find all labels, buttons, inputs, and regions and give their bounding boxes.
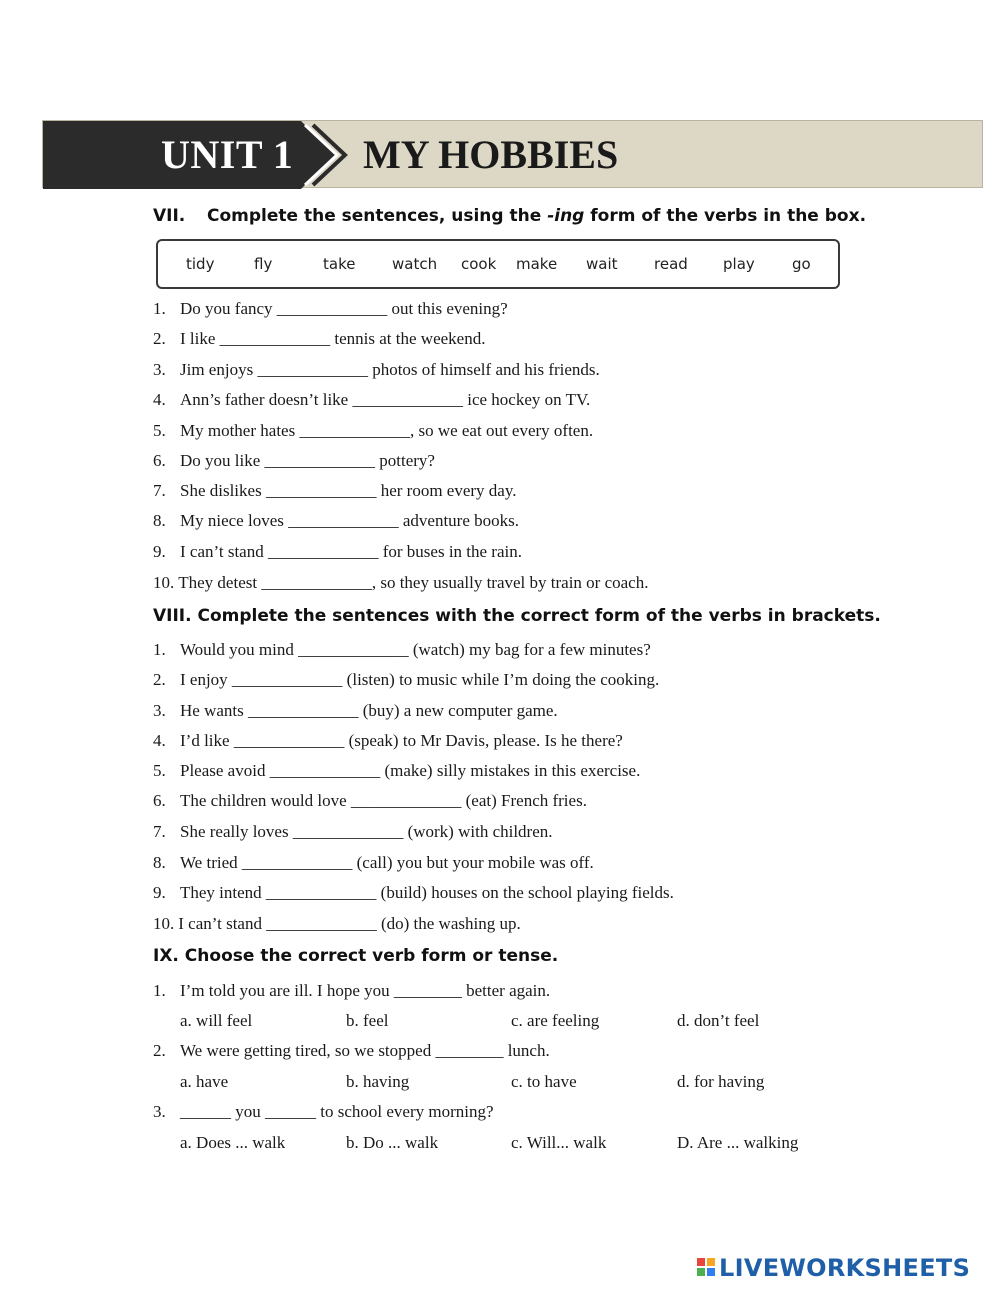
word-box-item: make — [516, 255, 558, 273]
item-text: Jim enjoys _____________ photos of himself and his friends. — [180, 360, 600, 379]
exercise-7-item — [153, 511, 519, 531]
word-box — [156, 239, 840, 289]
item-number: 10. — [153, 573, 175, 592]
item-text: She dislikes _____________ her room every day. — [180, 481, 517, 500]
item-text: The children would love _____________ (eat) French fries. — [180, 791, 587, 810]
item-text: Would you mind _____________ (watch) my bag for a few minutes? — [180, 640, 651, 659]
answer-option: b. Do ... walk — [346, 1133, 439, 1152]
item-text: I’d like _____________ (speak) to Mr Davis, please. Is he there? — [180, 731, 623, 750]
exercise-7-item — [153, 481, 516, 501]
item-text: ______ you ______ to school every morning? — [180, 1102, 494, 1121]
unit-title: MY HOBBIES — [363, 132, 619, 177]
item-text: They detest _____________, so they usually travel by train or coach. — [178, 573, 649, 592]
exercise-7-item — [153, 542, 522, 562]
section-7-number: VII. — [153, 206, 186, 226]
answer-option: b. feel — [346, 1011, 389, 1030]
item-number: 1. — [153, 640, 166, 659]
item-number: 7. — [153, 822, 166, 841]
word-box-item: play — [723, 255, 755, 273]
word-box-item: watch — [392, 255, 438, 273]
item-text: We were getting tired, so we stopped ________ lunch. — [180, 1041, 550, 1060]
item-text: My niece loves _____________ adventure books. — [180, 511, 519, 530]
item-number: 2. — [153, 670, 166, 689]
answer-option: a. have — [180, 1072, 229, 1091]
unit-label: UNIT 1 — [161, 132, 294, 177]
item-text: I can’t stand _____________ for buses in the rain. — [180, 542, 522, 561]
item-number: 8. — [153, 853, 166, 872]
item-text: She really loves _____________ (work) with children. — [180, 822, 553, 841]
section-8-heading: VIII. Complete the sentences with the correct form of the verbs in brackets. — [153, 606, 881, 626]
exercise-8-item — [153, 822, 553, 842]
item-number: 4. — [153, 390, 166, 409]
item-number: 6. — [153, 451, 166, 470]
item-text: I enjoy _____________ (listen) to music while I’m doing the cooking. — [180, 670, 660, 689]
word-box-item: read — [654, 255, 688, 273]
exercise-8-item — [153, 791, 587, 811]
exercise-7-item — [153, 451, 435, 471]
item-text: Do you like _____________ pottery? — [180, 451, 435, 470]
item-number: 3. — [153, 701, 166, 720]
item-text: Ann’s father doesn’t like _____________ ice hockey on TV. — [180, 390, 591, 409]
exercise-7-item — [153, 390, 590, 410]
item-number: 10. — [153, 914, 175, 933]
exercise-8-item — [153, 761, 640, 781]
exercise-8-item — [153, 731, 623, 751]
item-number: 3. — [153, 360, 166, 379]
item-number: 4. — [153, 731, 166, 750]
exercise-8-item — [153, 701, 558, 721]
word-box-item: cook — [461, 255, 497, 273]
item-text: Do you fancy _____________ out this evening? — [180, 299, 508, 318]
word-box-item: take — [323, 255, 356, 273]
exercise-8-item — [153, 853, 594, 873]
item-number: 3. — [153, 1102, 166, 1121]
item-number: 9. — [153, 883, 166, 902]
exercise-9-item — [153, 981, 550, 1001]
item-number: 5. — [153, 761, 166, 780]
item-number: 8. — [153, 511, 166, 530]
section-7-title-part1: Complete the sentences, using the — [207, 206, 548, 226]
item-text: They intend _____________ (build) houses on the school playing fields. — [180, 883, 674, 902]
item-number: 1. — [153, 299, 166, 318]
item-number: 6. — [153, 791, 166, 810]
exercise-8-item — [153, 670, 659, 690]
unit-banner — [42, 120, 983, 188]
item-text: He wants _____________ (buy) a new computer game. — [180, 701, 558, 720]
item-text: I’m told you are ill. I hope you ________ better again. — [180, 981, 551, 1000]
exercise-8-item — [153, 914, 521, 934]
answer-option: c. are feeling — [511, 1011, 600, 1030]
answer-option: c. to have — [511, 1072, 577, 1091]
exercise-8-item — [153, 640, 651, 660]
item-number: 1. — [153, 981, 166, 1000]
logo-square-icon — [697, 1268, 705, 1276]
item-number: 7. — [153, 481, 166, 500]
item-number: 5. — [153, 421, 166, 440]
exercise-7-item — [153, 299, 508, 319]
section-7-heading — [153, 206, 866, 226]
answer-option: d. for having — [677, 1072, 765, 1091]
section-9-heading: IX. Choose the correct verb form or tense. — [153, 946, 559, 966]
word-box-item: fly — [254, 255, 273, 273]
logo-square-icon — [707, 1258, 715, 1266]
exercise-7-item — [153, 573, 648, 593]
exercise-7-item — [153, 421, 593, 441]
item-text: We tried _____________ (call) you but your mobile was off. — [180, 853, 594, 872]
answer-option: b. having — [346, 1072, 410, 1091]
logo-square-icon — [697, 1258, 705, 1266]
item-number: 2. — [153, 329, 166, 348]
exercise-7-item — [153, 360, 600, 380]
logo-square-icon — [707, 1268, 715, 1276]
word-box-item: wait — [586, 255, 618, 273]
answer-option: a. will feel — [180, 1011, 253, 1030]
answer-option: c. Will... walk — [511, 1133, 607, 1152]
section-7-title-part2: form of the verbs in the box. — [584, 206, 867, 226]
item-text: I can’t stand _____________ (do) the washing up. — [178, 914, 521, 933]
item-text: Please avoid _____________ (make) silly mistakes in this exercise. — [180, 761, 641, 780]
word-box-item: tidy — [186, 255, 215, 273]
word-box-item: go — [792, 255, 811, 273]
exercise-8-item — [153, 883, 674, 903]
item-text: My mother hates _____________, so we eat out every often. — [180, 421, 594, 440]
item-number: 2. — [153, 1041, 166, 1060]
answer-option: a. Does ... walk — [180, 1133, 286, 1152]
section-7-title-emphasis: -ing — [547, 206, 585, 226]
exercise-9-item — [153, 1102, 494, 1122]
exercise-9-item — [153, 1041, 550, 1061]
logo-text: LIVEWORKSHEETS — [719, 1254, 971, 1282]
answer-option: d. don’t feel — [677, 1011, 760, 1030]
item-number: 9. — [153, 542, 166, 561]
item-text: I like _____________ tennis at the weekend. — [180, 329, 486, 348]
answer-option: D. Are ... walking — [677, 1133, 799, 1152]
exercise-7-item — [153, 329, 485, 349]
